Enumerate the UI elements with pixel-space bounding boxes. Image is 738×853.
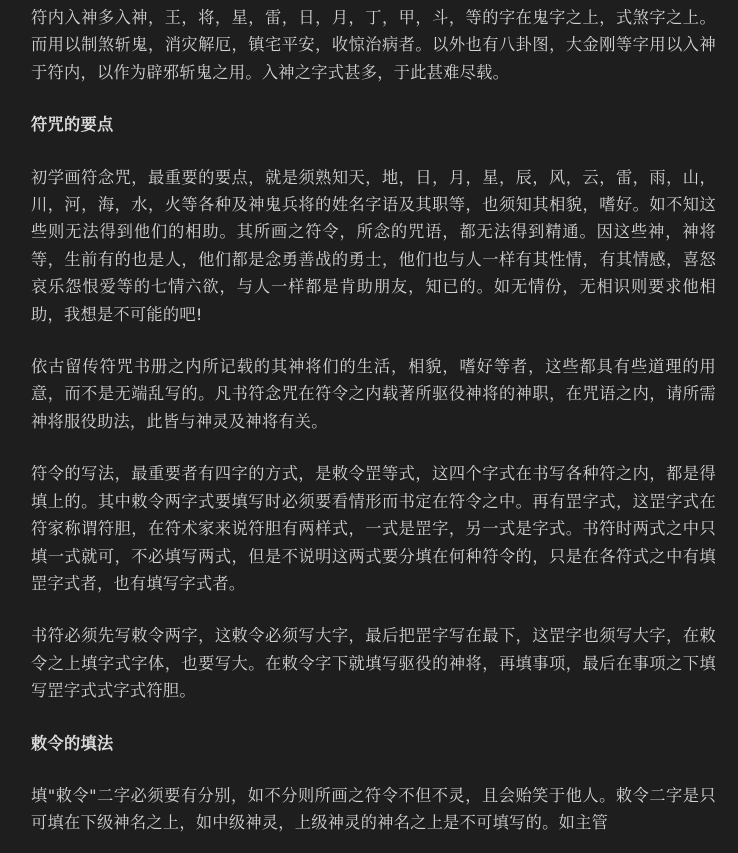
paragraph-writing-method: 符令的写法，最重要者有四字的方式，是敕令罡等式，这四个字式在书写各种符之内，都是得填上的。其中敕令两字式要填写时必须要看情形而书定在符令之中。再有罡字式，这罡字式在符家称谓符胆，在符术家来说符胆有两样式，一式是罡字，另一式是字式。书符时两式之中只填一式就可，不必填写两式，但是不说明这两式要分填在何种符令的，只是在各符式之中有填罡字式者，也有填写字式者。 [31,464,716,593]
paragraph-intro: 符内入神多入神，王，将，星，雷，日，月，丁，甲，斗，等的字在鬼字之上，式煞字之上。而用以制煞斩鬼，消灾解厄，镇宅平安，收惊治病者。以外也有八卦图，大金刚等字用以入神于符内，以作为辟邪斩鬼之用。入神之字式甚多，于此甚难尽载。 [31,8,716,82]
section-heading-chiling: 敕令的填法 [31,733,114,753]
paragraph-chiling: 填"敕令"二字必须要有分别，如不分则所画之符令不但不灵，且会贻笑于他人。敕令二字是只可填在下级神名之上，如中级神灵，上级神灵的神名之上是不可填写的。如主管 [31,785,716,833]
paragraph-ancient-books: 依古留传符咒书册之内所记载的其神将们的生活，相貌，嗜好等者，这些都具有些道理的用意，而不是无端乱写的。凡书符念咒在符令之内载著所驱役神将的神职，在咒语之内，请所需神将服役助法，此皆与神灵及神将有关。 [31,357,716,431]
paragraph-key-points: 初学画符念咒，最重要的要点，就是须熟知天，地，日，月，星，辰，风，云，雷，雨，山，川，河，海，水，火等各种及神鬼兵将的姓名字语及其职等，也须知其相貌，嗜好。如不知这些则无法得到他们的相助。其所画之符令，所念的咒语，都无法得到精通。因这些神，神将等，生前有的也是人，他们都是念勇善战的勇士，他们也与人一样有其性情，有其情感，喜怒哀乐怨恨爱等的七情六欲，与人一样都是肯助朋友，知已的。如无情份，无相识则要求他相助，我想是不可能的吧! [31,167,716,324]
section-heading-key-points: 符咒的要点 [31,115,114,135]
paragraph-writing-order: 书符必须先写敕令两字，这敕令必须写大字，最后把罡字写在最下，这罡字也须写大字，在敕令之上填字式字体，也要写大。在敕令字下就填写驱役的神将，再填事项，最后在事项之下填写罡字式式字式符胆。 [31,626,716,701]
